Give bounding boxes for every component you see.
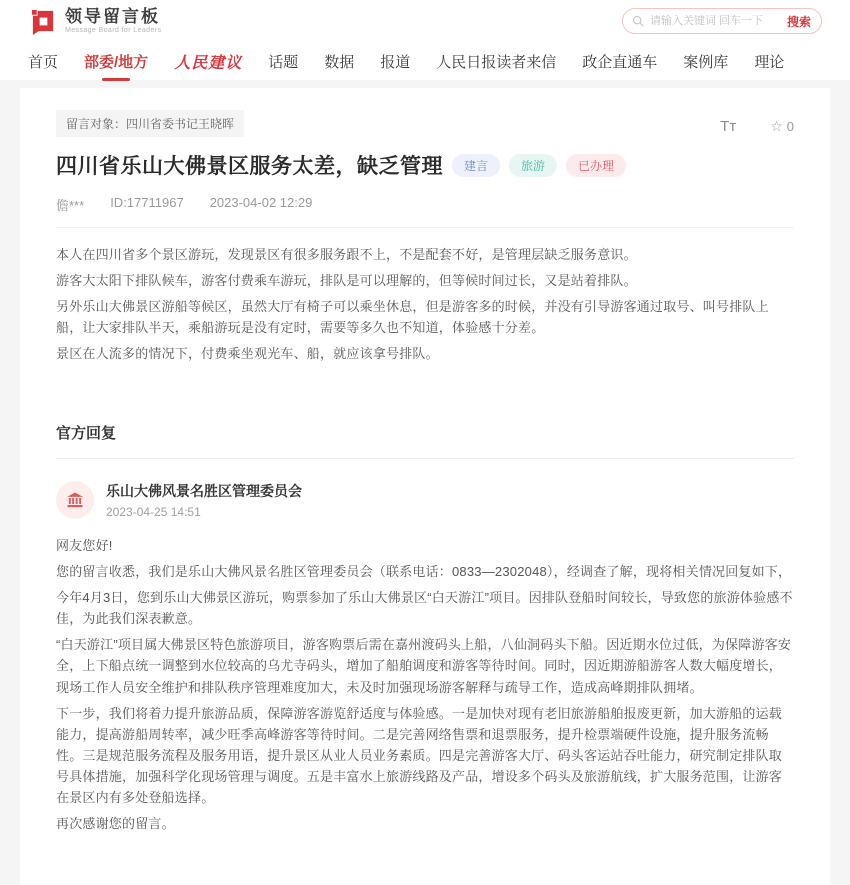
reply-paragraph: “白天游江”项目属大佛景区特色旅游项目，游客购票后需在嘉州渡码头上船，八仙洞码头下船。因近期水位过低，为保障游客安全，上下船点统一调整到水位较高的乌尤寺码头，增加了船舶调度和游客等待时间。同时，因近期游船游客人数大幅度增长，现场工作人员安全维护和排队秩序管理难度加大，未及时加强现场游客解释与疏导工作，造成高峰期排队拥堵。 (56, 637, 792, 695)
status-badge-handled: 已办理 (566, 154, 626, 177)
reply-body (56, 535, 794, 834)
official-reply-heading: 官方回复 (56, 425, 117, 443)
meta-divider (56, 227, 794, 228)
nav-item-reader-letters[interactable]: 人民日报读者来信 (436, 53, 557, 71)
site-logo[interactable] (30, 8, 161, 35)
author-name: 儋*** (56, 198, 85, 213)
message-bubble-logo-icon (30, 8, 57, 35)
nav-item-people-suggestions[interactable]: 人民建议 (174, 54, 243, 72)
search-button[interactable]: 搜索 (781, 13, 811, 30)
reply-paragraph: 今年4月3日，您到乐山大佛景区游玩，购票参加了乐山大佛景区“白天游江”项目。因排队登船时间较长，导致您的旅游体验感不佳，为此我们深表歉意。 (56, 590, 793, 627)
message-timestamp: 2023-04-02 12:29 (209, 195, 313, 210)
reply-timestamp: 2023-04-25 14:51 (106, 505, 201, 520)
nav-item-topics[interactable]: 话题 (268, 53, 299, 71)
message-card (20, 88, 830, 885)
message-id: ID:17711967 (110, 195, 184, 210)
message-body (56, 244, 794, 364)
site-subtitle: Message Board for Leaders (65, 27, 162, 34)
message-paragraph: 另外乐山大佛景区游船等候区，虽然大厅有椅子可以乘坐休息，但是游客多的时候，并没有引导游客通过取号、叫号排队上船，让大家排队半天，乘船游玩是没有定时，需要等多久也不知道，体验感十分差。 (56, 299, 769, 336)
site-title: 领导留言板 (65, 7, 160, 26)
main-nav (0, 42, 850, 80)
reply-divider (56, 458, 794, 459)
reply-org-name: 乐山大佛风景名胜区管理委员会 (106, 483, 302, 500)
message-target-badge: 留言对象：四川省委书记王晓晖 (56, 110, 244, 137)
government-building-icon (65, 490, 85, 510)
reply-paragraph: 下一步，我们将着力提升旅游品质，保障游客游览舒适度与体验感。一是加快对现有老旧旅游船舶报废更新，加大游船的运载能力，提高游船周转率，减少旺季高峰游客等待时间。二是完善网络售票和退票服务，提升检票端硬件设施，提升服务流畅性。三是规范服务流程及服务用语，提升景区从业人员业务素质。四是完善游客大厅、码头客运站吞吐能力，研究制定排队取号具体措施，加强科学化现场管理与调度。五是丰富水上旅游线路及产品，增设多个码头及旅游航线，扩大服务范围，让游客在景区内有多处登船选择。 (56, 705, 783, 805)
nav-item-ministries-local[interactable]: 部委/地方 (84, 51, 148, 72)
reply-paragraph: 再次感谢您的留言。 (56, 815, 175, 831)
nav-item-case-library[interactable]: 案例库 (683, 53, 729, 71)
nav-item-theory[interactable]: 理论 (754, 53, 785, 71)
reply-paragraph: 您的留言收悉，我们是乐山大佛风景名胜区管理委员会（联系电话：0833—2302048），经调查了解，现将相关情况回复如下， (56, 564, 792, 580)
star-icon: ☆ (770, 118, 783, 134)
tag-suggestion[interactable]: 建言 (452, 154, 500, 177)
message-title: 四川省乐山大佛景区服务太差，缺乏管理 (56, 155, 443, 178)
nav-item-gov-business-line[interactable]: 政企直通车 (582, 53, 658, 71)
message-meta (56, 195, 794, 214)
nav-item-data[interactable]: 数据 (324, 53, 355, 71)
top-header (0, 0, 850, 42)
favorite-button[interactable] (770, 118, 794, 135)
reply-org-row (56, 481, 794, 519)
reply-paragraph: 网友您好! (56, 538, 113, 554)
message-paragraph: 游客大太阳下排队候车，游客付费乘车游玩，排队是可以理解的，但等候时间过长，又是站着排队。 (56, 273, 637, 289)
tag-tourism[interactable]: 旅游 (509, 154, 557, 177)
message-paragraph: 景区在人流多的情况下，付费乘坐观光车、船，就应该拿号排队。 (56, 346, 439, 362)
nav-item-reports[interactable]: 报道 (380, 53, 411, 71)
star-count: 0 (786, 119, 794, 134)
message-paragraph: 本人在四川省多个景区游玩，发现景区有很多服务跟不上，不是配套不好，是管理层缺乏服务意识。 (56, 247, 637, 262)
search-bar[interactable] (622, 8, 822, 34)
text-size-icon[interactable]: Tт (720, 118, 737, 135)
avatar (56, 481, 94, 519)
search-icon (632, 15, 644, 27)
search-input[interactable] (650, 15, 781, 27)
nav-item-home[interactable]: 首页 (28, 53, 59, 71)
